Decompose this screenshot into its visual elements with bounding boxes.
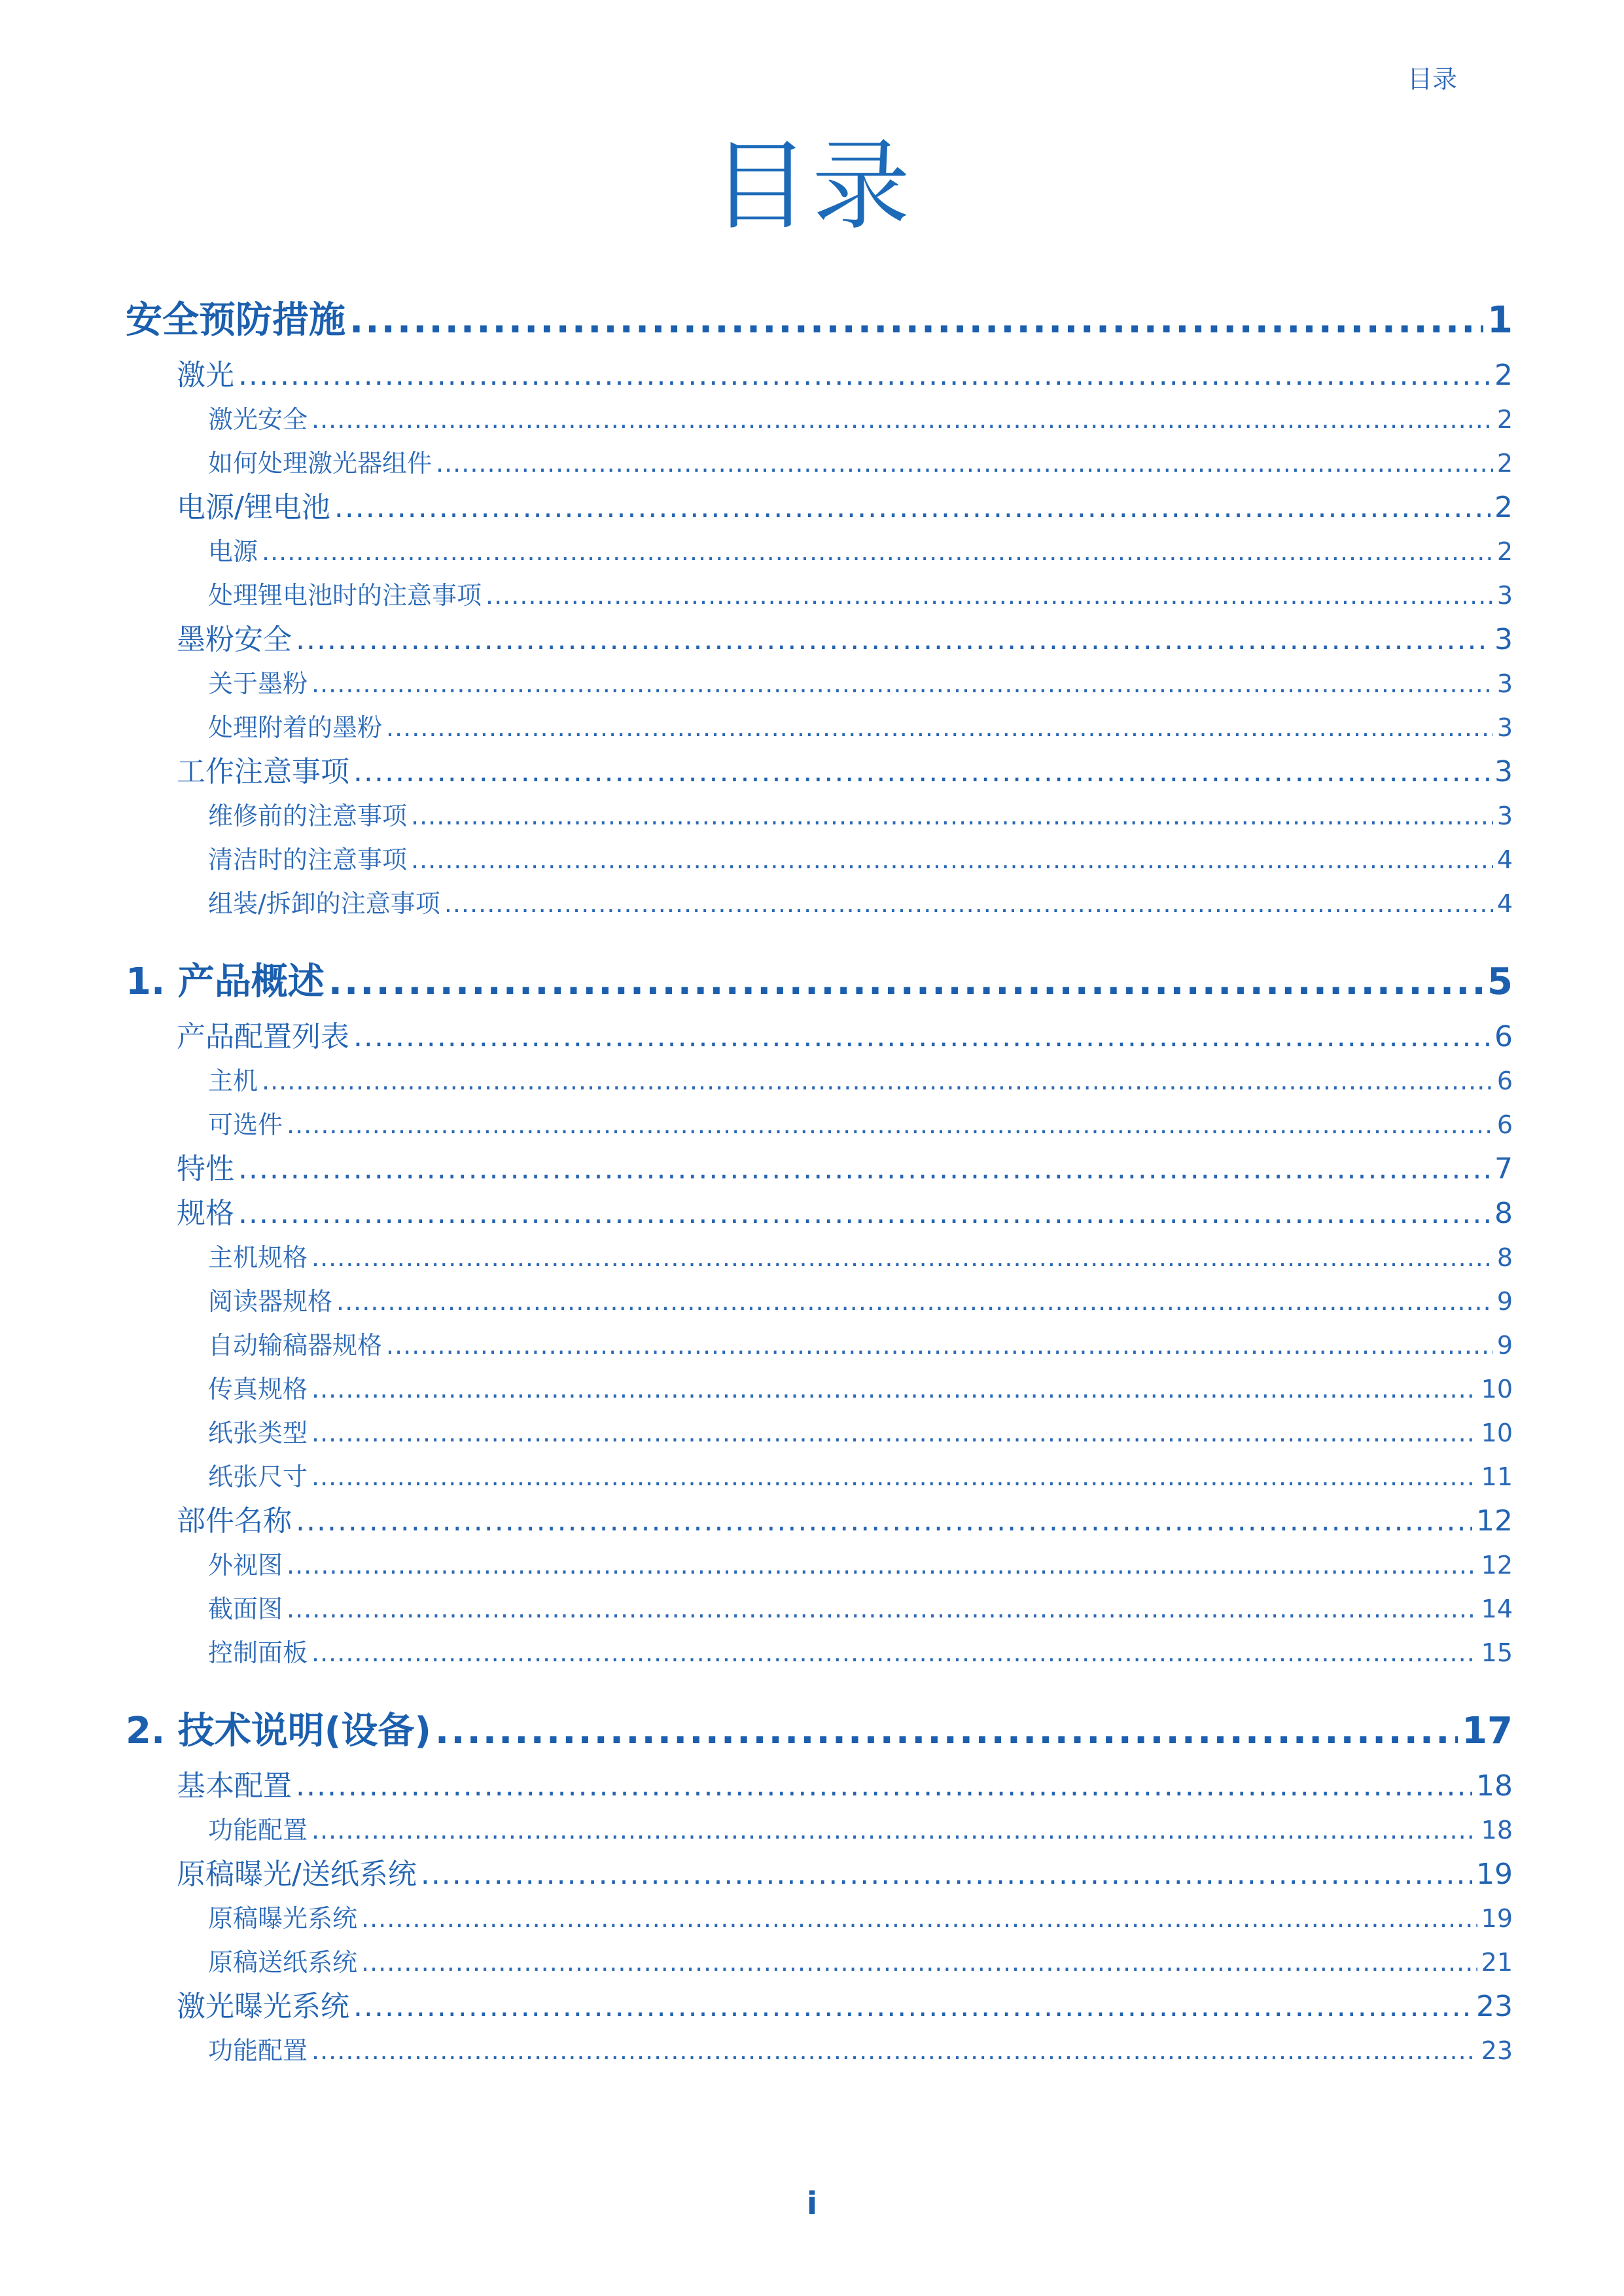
toc-leader-dots xyxy=(311,1236,1493,1280)
table-of-contents xyxy=(126,288,1513,2073)
toc-leader-dots xyxy=(311,662,1493,706)
toc-subsection-entry[interactable] xyxy=(126,574,1513,618)
toc-page-number: 3 xyxy=(1494,755,1513,788)
toc-entry-title: 处理附着的墨粉 xyxy=(208,713,383,742)
toc-entry-title: 传真规格 xyxy=(208,1375,308,1404)
toc-subsection-entry[interactable] xyxy=(126,838,1513,882)
toc-subsection-entry[interactable] xyxy=(126,530,1513,574)
toc-leader-dots xyxy=(296,618,1491,662)
toc-page-number: 6 xyxy=(1496,1067,1513,1095)
toc-section-entry[interactable] xyxy=(126,486,1513,530)
toc-entry-title: 截面图 xyxy=(208,1595,283,1623)
toc-entry-title: 产品配置列表 xyxy=(177,1020,349,1053)
toc-section-entry[interactable] xyxy=(126,353,1513,398)
toc-page-number: 10 xyxy=(1481,1419,1513,1447)
page-number: i xyxy=(806,2185,818,2222)
toc-section-entry[interactable] xyxy=(126,1147,1513,1192)
toc-page-number: 21 xyxy=(1481,1948,1513,1977)
toc-leader-dots xyxy=(238,353,1491,398)
toc-page-number: 9 xyxy=(1496,1331,1513,1360)
toc-chapter-entry[interactable] xyxy=(126,1699,1513,1764)
toc-section-entry[interactable] xyxy=(126,750,1513,794)
toc-subsection-entry[interactable] xyxy=(126,1631,1513,1675)
toc-leader-dots xyxy=(287,1544,1477,1587)
toc-leader-dots xyxy=(421,1852,1472,1897)
toc-page-number: 5 xyxy=(1487,961,1513,1003)
toc-entry-title: 原稿曝光/送纸系统 xyxy=(177,1858,417,1891)
toc-page-number: 11 xyxy=(1481,1462,1513,1491)
toc-subsection-entry[interactable] xyxy=(126,1455,1513,1499)
toc-page-number: 18 xyxy=(1476,1769,1513,1803)
toc-page-number: 19 xyxy=(1476,1858,1513,1891)
toc-section-entry[interactable] xyxy=(126,618,1513,662)
toc-leader-dots xyxy=(238,1147,1491,1192)
toc-leader-dots xyxy=(386,1324,1493,1368)
toc-subsection-entry[interactable] xyxy=(126,1941,1513,1985)
toc-page-number: 10 xyxy=(1481,1375,1513,1404)
toc-leader-dots xyxy=(411,838,1493,882)
toc-leader-dots xyxy=(296,1499,1472,1544)
toc-entry-title: 主机 xyxy=(208,1067,258,1095)
toc-leader-dots xyxy=(311,1455,1477,1499)
toc-entry-title: 原稿曝光系统 xyxy=(208,1904,358,1933)
toc-page-number: 4 xyxy=(1496,889,1513,918)
toc-entry-title: 规格 xyxy=(177,1197,234,1230)
toc-entry-title: 激光安全 xyxy=(208,405,308,434)
toc-entry-title: 主机规格 xyxy=(208,1243,308,1272)
toc-leader-dots xyxy=(353,1015,1491,1059)
toc-page-number: 15 xyxy=(1481,1638,1513,1667)
toc-entry-title: 外视图 xyxy=(208,1551,283,1580)
toc-chapter-entry[interactable] xyxy=(126,949,1513,1015)
toc-leader-dots xyxy=(311,398,1493,442)
toc-page-number: 7 xyxy=(1494,1152,1513,1186)
toc-entry-title: 2. 技术说明(设备) xyxy=(126,1710,431,1752)
toc-entry-title: 激光 xyxy=(177,359,234,392)
toc-leader-dots xyxy=(238,1192,1491,1236)
toc-entry-title: 功能配置 xyxy=(208,1816,308,1845)
toc-page-number: 3 xyxy=(1496,713,1513,742)
toc-page-number: 2 xyxy=(1494,491,1513,524)
toc-entry-title: 清洁时的注意事项 xyxy=(208,845,408,874)
toc-section-entry[interactable] xyxy=(126,1852,1513,1897)
toc-page-number: 19 xyxy=(1481,1904,1513,1933)
toc-entry-title: 激光曝光系统 xyxy=(177,1990,349,2023)
toc-page-number: 3 xyxy=(1496,581,1513,610)
toc-page-number: 2 xyxy=(1496,449,1513,478)
toc-page-number: 18 xyxy=(1481,1816,1513,1845)
toc-section-entry[interactable] xyxy=(126,1192,1513,1236)
toc-leader-dots xyxy=(361,1897,1477,1941)
toc-entry-title: 阅读器规格 xyxy=(208,1287,333,1316)
toc-subsection-entry[interactable] xyxy=(126,1324,1513,1368)
toc-page-number: 17 xyxy=(1462,1710,1513,1752)
toc-leader-dots xyxy=(287,1587,1477,1631)
toc-section-entry[interactable] xyxy=(126,1015,1513,1059)
toc-page-number: 3 xyxy=(1494,623,1513,656)
toc-section-entry[interactable] xyxy=(126,1985,1513,2029)
toc-entry-title: 1. 产品概述 xyxy=(126,961,325,1003)
toc-page-number: 14 xyxy=(1481,1595,1513,1623)
toc-leader-dots xyxy=(353,750,1491,794)
toc-subsection-entry[interactable] xyxy=(126,1897,1513,1941)
toc-leader-dots xyxy=(444,882,1493,926)
toc-entry-title: 安全预防措施 xyxy=(126,299,345,342)
toc-subsection-entry[interactable] xyxy=(126,882,1513,926)
toc-subsection-entry[interactable] xyxy=(126,662,1513,706)
toc-entry-title: 如何处理激光器组件 xyxy=(208,449,432,478)
toc-chapter-entry[interactable] xyxy=(126,288,1513,353)
toc-page-number: 6 xyxy=(1496,1110,1513,1139)
toc-leader-dots xyxy=(336,1280,1493,1324)
toc-subsection-entry[interactable] xyxy=(126,2029,1513,2073)
toc-entry-title: 电源/锂电池 xyxy=(177,491,330,524)
toc-leader-dots xyxy=(334,486,1491,530)
toc-page-number: 1 xyxy=(1487,299,1513,342)
toc-leader-dots xyxy=(262,530,1493,574)
toc-leader-dots xyxy=(311,1411,1477,1455)
toc-page-number: 23 xyxy=(1481,2036,1513,2065)
page-title: 目录 xyxy=(711,130,913,243)
toc-page-number: 2 xyxy=(1494,359,1513,392)
toc-subsection-entry[interactable] xyxy=(126,1236,1513,1280)
toc-entry-title: 原稿送纸系统 xyxy=(208,1948,358,1977)
toc-page-number: 9 xyxy=(1496,1287,1513,1316)
toc-leader-dots xyxy=(296,1764,1472,1809)
toc-entry-title: 纸张尺寸 xyxy=(208,1462,308,1491)
toc-page-number: 3 xyxy=(1496,802,1513,830)
toc-subsection-entry[interactable] xyxy=(126,442,1513,486)
toc-subsection-entry[interactable] xyxy=(126,794,1513,838)
toc-page-number: 3 xyxy=(1496,669,1513,698)
toc-page-number: 23 xyxy=(1476,1990,1513,2023)
toc-entry-title: 功能配置 xyxy=(208,2036,308,2065)
toc-entry-title: 部件名称 xyxy=(177,1504,292,1538)
toc-entry-title: 控制面板 xyxy=(208,1638,308,1667)
toc-subsection-entry[interactable] xyxy=(126,1103,1513,1147)
toc-subsection-entry[interactable] xyxy=(126,706,1513,750)
toc-entry-title: 特性 xyxy=(177,1152,234,1186)
toc-subsection-entry[interactable] xyxy=(126,1587,1513,1631)
toc-leader-dots xyxy=(328,949,1483,1015)
toc-leader-dots xyxy=(411,794,1493,838)
toc-leader-dots xyxy=(349,288,1483,353)
toc-subsection-entry[interactable] xyxy=(126,1809,1513,1852)
toc-entry-title: 工作注意事项 xyxy=(177,755,349,788)
toc-entry-title: 可选件 xyxy=(208,1110,283,1139)
toc-subsection-entry[interactable] xyxy=(126,1280,1513,1324)
toc-entry-title: 电源 xyxy=(208,537,258,566)
toc-leader-dots xyxy=(386,706,1493,750)
toc-page-number: 6 xyxy=(1494,1020,1513,1053)
toc-page-number: 8 xyxy=(1496,1243,1513,1272)
toc-subsection-entry[interactable] xyxy=(126,1411,1513,1455)
running-header: 目录 xyxy=(1407,65,1457,94)
toc-leader-dots xyxy=(311,1368,1477,1411)
toc-leader-dots xyxy=(436,442,1493,486)
toc-leader-dots xyxy=(311,2029,1477,2073)
toc-entry-title: 组装/拆卸的注意事项 xyxy=(208,889,440,918)
toc-page-number: 12 xyxy=(1476,1504,1513,1538)
toc-subsection-entry[interactable] xyxy=(126,1544,1513,1587)
toc-page-number: 2 xyxy=(1496,537,1513,566)
toc-entry-title: 维修前的注意事项 xyxy=(208,802,408,830)
toc-page-number: 12 xyxy=(1481,1551,1513,1580)
toc-page-number: 2 xyxy=(1496,405,1513,434)
toc-subsection-entry[interactable] xyxy=(126,1059,1513,1103)
toc-subsection-entry[interactable] xyxy=(126,398,1513,442)
toc-leader-dots xyxy=(361,1941,1477,1985)
toc-entry-title: 基本配置 xyxy=(177,1769,292,1803)
toc-leader-dots xyxy=(287,1103,1493,1147)
toc-leader-dots xyxy=(311,1809,1477,1852)
toc-entry-title: 关于墨粉 xyxy=(208,669,308,698)
toc-entry-title: 自动输稿器规格 xyxy=(208,1331,383,1360)
toc-entry-title: 纸张类型 xyxy=(208,1419,308,1447)
toc-leader-dots xyxy=(435,1699,1458,1764)
toc-page-number: 4 xyxy=(1496,845,1513,874)
toc-section-entry[interactable] xyxy=(126,1764,1513,1809)
toc-leader-dots xyxy=(262,1059,1493,1103)
toc-page-number: 8 xyxy=(1494,1197,1513,1230)
toc-leader-dots xyxy=(311,1631,1477,1675)
toc-entry-title: 墨粉安全 xyxy=(177,623,292,656)
toc-subsection-entry[interactable] xyxy=(126,1368,1513,1411)
toc-leader-dots xyxy=(485,574,1493,618)
toc-entry-title: 处理锂电池时的注意事项 xyxy=(208,581,482,610)
toc-section-entry[interactable] xyxy=(126,1499,1513,1544)
toc-leader-dots xyxy=(353,1985,1472,2029)
